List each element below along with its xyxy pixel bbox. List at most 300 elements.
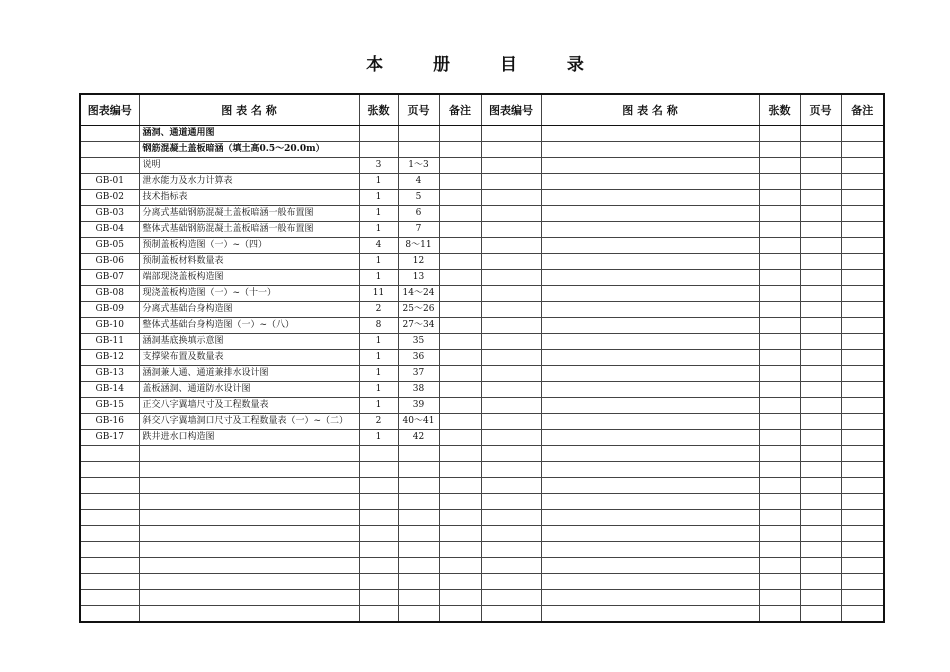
cell-name-right <box>541 446 759 462</box>
cell-name <box>139 478 359 494</box>
cell-remark-right <box>841 382 884 398</box>
cell-name: 预制盖板构造图（一）~（四） <box>139 238 359 254</box>
cell-remark-right <box>841 174 884 190</box>
cell-pages-right <box>800 510 841 526</box>
cell-code: GB-16 <box>80 414 139 430</box>
cell-code-right <box>481 238 541 254</box>
cell-remark-right <box>841 142 884 158</box>
cell-code <box>80 606 139 623</box>
cell-name <box>139 574 359 590</box>
cell-remark <box>439 606 481 623</box>
cell-pages-right <box>800 334 841 350</box>
table-row <box>80 238 884 254</box>
cell-name <box>139 462 359 478</box>
cell-remark-right <box>841 558 884 574</box>
cell-remark <box>439 574 481 590</box>
table-row <box>80 126 884 142</box>
table-row <box>80 446 884 462</box>
cell-remark <box>439 174 481 190</box>
table-row <box>80 510 884 526</box>
cell-code-right <box>481 190 541 206</box>
cell-code: GB-09 <box>80 302 139 318</box>
cell-sheets-right <box>759 558 800 574</box>
cell-sheets-right <box>759 590 800 606</box>
cell-pages-right <box>800 174 841 190</box>
cell-sheets: 1 <box>359 254 398 270</box>
cell-pages <box>398 446 439 462</box>
table-row <box>80 286 884 302</box>
cell-code-right <box>481 478 541 494</box>
cell-name-right <box>541 334 759 350</box>
cell-name: 支撑梁布置及数量表 <box>139 350 359 366</box>
cell-code <box>80 478 139 494</box>
cell-sheets-right <box>759 238 800 254</box>
cell-code-right <box>481 366 541 382</box>
cell-remark-right <box>841 270 884 286</box>
cell-remark-right <box>841 302 884 318</box>
cell-sheets: 11 <box>359 286 398 302</box>
header-sheets: 张数 <box>359 94 398 126</box>
cell-name-right <box>541 142 759 158</box>
cell-name-right <box>541 430 759 446</box>
cell-name-right <box>541 366 759 382</box>
cell-name: 预制盖板材料数量表 <box>139 254 359 270</box>
cell-sheets-right <box>759 286 800 302</box>
cell-sheets: 1 <box>359 350 398 366</box>
cell-remark-right <box>841 190 884 206</box>
cell-remark-right <box>841 414 884 430</box>
cell-pages: 38 <box>398 382 439 398</box>
cell-remark <box>439 286 481 302</box>
cell-sheets <box>359 542 398 558</box>
cell-name-right <box>541 398 759 414</box>
cell-sheets: 1 <box>359 206 398 222</box>
cell-remark-right <box>841 126 884 142</box>
cell-code <box>80 558 139 574</box>
cell-code <box>80 542 139 558</box>
cell-name: 斜交八字翼墙洞口尺寸及工程数量表（一）~（二） <box>139 414 359 430</box>
cell-pages-right <box>800 574 841 590</box>
table-row <box>80 190 884 206</box>
cell-sheets-right <box>759 526 800 542</box>
cell-name-right <box>541 318 759 334</box>
cell-code-right <box>481 334 541 350</box>
table-row <box>80 206 884 222</box>
cell-name-right <box>541 494 759 510</box>
cell-sheets: 4 <box>359 238 398 254</box>
cell-sheets: 8 <box>359 318 398 334</box>
cell-pages: 8～11 <box>398 238 439 254</box>
cell-remark-right <box>841 318 884 334</box>
cell-name-right <box>541 190 759 206</box>
cell-code-right <box>481 606 541 623</box>
cell-name-right <box>541 462 759 478</box>
cell-code <box>80 590 139 606</box>
cell-name <box>139 526 359 542</box>
cell-name-right <box>541 270 759 286</box>
table-row <box>80 526 884 542</box>
cell-code <box>80 126 139 142</box>
cell-sheets: 1 <box>359 222 398 238</box>
table-row <box>80 590 884 606</box>
cell-name-right <box>541 558 759 574</box>
cell-sheets-right <box>759 510 800 526</box>
cell-sheets-right <box>759 366 800 382</box>
cell-code: GB-07 <box>80 270 139 286</box>
cell-sheets <box>359 126 398 142</box>
cell-remark-right <box>841 366 884 382</box>
cell-pages-right <box>800 190 841 206</box>
cell-name-right <box>541 158 759 174</box>
cell-sheets <box>359 606 398 623</box>
cell-remark-right <box>841 510 884 526</box>
cell-code: GB-04 <box>80 222 139 238</box>
cell-code-right <box>481 462 541 478</box>
cell-code-right <box>481 382 541 398</box>
cell-code-right <box>481 286 541 302</box>
cell-pages-right <box>800 382 841 398</box>
cell-pages-right <box>800 238 841 254</box>
cell-pages: 25～26 <box>398 302 439 318</box>
cell-sheets: 1 <box>359 430 398 446</box>
cell-name-right <box>541 414 759 430</box>
table-row <box>80 574 884 590</box>
cell-sheets: 1 <box>359 382 398 398</box>
table-row <box>80 158 884 174</box>
cell-pages: 7 <box>398 222 439 238</box>
cell-name: 技术指标表 <box>139 190 359 206</box>
cell-remark <box>439 478 481 494</box>
cell-remark <box>439 430 481 446</box>
cell-pages: 13 <box>398 270 439 286</box>
cell-code: GB-13 <box>80 366 139 382</box>
cell-sheets-right <box>759 334 800 350</box>
cell-code: GB-06 <box>80 254 139 270</box>
cell-pages-right <box>800 430 841 446</box>
cell-sheets-right <box>759 350 800 366</box>
cell-pages: 4 <box>398 174 439 190</box>
cell-code <box>80 462 139 478</box>
cell-name: 泄水能力及水力计算表 <box>139 174 359 190</box>
cell-remark <box>439 142 481 158</box>
header-code: 图表编号 <box>80 94 139 126</box>
cell-code-right <box>481 254 541 270</box>
cell-sheets-right <box>759 318 800 334</box>
cell-name <box>139 494 359 510</box>
cell-pages <box>398 510 439 526</box>
cell-name: 钢筋混凝土盖板暗涵（填土高0.5～20.0m） <box>139 142 359 158</box>
page-title: 本 册 目 录 <box>366 55 606 75</box>
cell-code: GB-01 <box>80 174 139 190</box>
cell-remark <box>439 446 481 462</box>
cell-sheets <box>359 574 398 590</box>
cell-remark-right <box>841 222 884 238</box>
cell-name <box>139 606 359 623</box>
cell-name: 现浇盖板构造图（一）~（十一） <box>139 286 359 302</box>
cell-sheets <box>359 462 398 478</box>
table-row <box>80 254 884 270</box>
cell-remark-right <box>841 430 884 446</box>
cell-code <box>80 494 139 510</box>
cell-code <box>80 510 139 526</box>
cell-pages: 6 <box>398 206 439 222</box>
cell-remark <box>439 190 481 206</box>
cell-name-right <box>541 382 759 398</box>
cell-pages: 39 <box>398 398 439 414</box>
cell-remark <box>439 334 481 350</box>
cell-sheets <box>359 526 398 542</box>
cell-sheets-right <box>759 270 800 286</box>
cell-sheets: 1 <box>359 334 398 350</box>
table-row <box>80 398 884 414</box>
cell-sheets: 1 <box>359 174 398 190</box>
cell-remark <box>439 526 481 542</box>
cell-remark-right <box>841 590 884 606</box>
header-name: 图 表 名 称 <box>139 94 359 126</box>
cell-code: GB-05 <box>80 238 139 254</box>
cell-code: GB-02 <box>80 190 139 206</box>
cell-name-right <box>541 174 759 190</box>
cell-name <box>139 590 359 606</box>
cell-name: 盖板涵洞、通道防水设计图 <box>139 382 359 398</box>
header-pages: 页号 <box>398 94 439 126</box>
cell-code-right <box>481 494 541 510</box>
cell-remark <box>439 590 481 606</box>
cell-pages <box>398 558 439 574</box>
cell-remark <box>439 382 481 398</box>
cell-pages: 12 <box>398 254 439 270</box>
cell-code: GB-17 <box>80 430 139 446</box>
cell-pages-right <box>800 462 841 478</box>
cell-remark <box>439 414 481 430</box>
cell-name-right <box>541 510 759 526</box>
cell-pages-right <box>800 542 841 558</box>
cell-pages-right <box>800 286 841 302</box>
cell-name-right <box>541 302 759 318</box>
cell-name-right <box>541 574 759 590</box>
cell-pages: 40～41 <box>398 414 439 430</box>
header-pages-right: 页号 <box>800 94 841 126</box>
cell-remark-right <box>841 494 884 510</box>
cell-pages-right <box>800 222 841 238</box>
cell-pages-right <box>800 414 841 430</box>
cell-pages: 27～34 <box>398 318 439 334</box>
cell-pages <box>398 126 439 142</box>
cell-code-right <box>481 126 541 142</box>
cell-sheets: 2 <box>359 302 398 318</box>
cell-remark-right <box>841 446 884 462</box>
cell-sheets <box>359 478 398 494</box>
cell-name-right <box>541 206 759 222</box>
cell-remark <box>439 558 481 574</box>
header-row <box>80 94 884 126</box>
cell-remark <box>439 542 481 558</box>
cell-sheets-right <box>759 574 800 590</box>
cell-remark <box>439 126 481 142</box>
cell-remark <box>439 238 481 254</box>
cell-remark-right <box>841 526 884 542</box>
cell-pages-right <box>800 606 841 623</box>
cell-remark <box>439 462 481 478</box>
cell-remark <box>439 222 481 238</box>
cell-code-right <box>481 542 541 558</box>
table-row <box>80 318 884 334</box>
cell-pages-right <box>800 446 841 462</box>
table-row <box>80 414 884 430</box>
cell-code-right <box>481 206 541 222</box>
cell-name: 涵洞兼人通、通道兼排水设计图 <box>139 366 359 382</box>
cell-code <box>80 142 139 158</box>
cell-pages <box>398 590 439 606</box>
cell-sheets-right <box>759 190 800 206</box>
cell-code-right <box>481 414 541 430</box>
cell-code-right <box>481 222 541 238</box>
cell-name: 整体式基础台身构造图（一）~（八） <box>139 318 359 334</box>
cell-remark-right <box>841 254 884 270</box>
table-row <box>80 478 884 494</box>
cell-pages-right <box>800 590 841 606</box>
cell-code-right <box>481 350 541 366</box>
table-row <box>80 494 884 510</box>
table-row <box>80 222 884 238</box>
cell-sheets-right <box>759 462 800 478</box>
cell-sheets: 1 <box>359 270 398 286</box>
cell-code-right <box>481 430 541 446</box>
cell-pages <box>398 606 439 623</box>
cell-code-right <box>481 558 541 574</box>
cell-pages-right <box>800 526 841 542</box>
cell-pages: 36 <box>398 350 439 366</box>
cell-sheets <box>359 590 398 606</box>
cell-pages: 14～24 <box>398 286 439 302</box>
cell-remark <box>439 350 481 366</box>
cell-remark <box>439 398 481 414</box>
cell-pages: 5 <box>398 190 439 206</box>
cell-pages-right <box>800 398 841 414</box>
cell-remark-right <box>841 334 884 350</box>
cell-name-right <box>541 222 759 238</box>
header-remark-right: 备注 <box>841 94 884 126</box>
cell-sheets-right <box>759 126 800 142</box>
cell-code-right <box>481 318 541 334</box>
cell-code: GB-14 <box>80 382 139 398</box>
cell-sheets: 3 <box>359 158 398 174</box>
cell-sheets: 1 <box>359 366 398 382</box>
cell-sheets-right <box>759 430 800 446</box>
cell-name-right <box>541 478 759 494</box>
cell-remark <box>439 318 481 334</box>
cell-code: GB-12 <box>80 350 139 366</box>
cell-name-right <box>541 126 759 142</box>
table-row <box>80 430 884 446</box>
cell-pages: 37 <box>398 366 439 382</box>
cell-name-right <box>541 254 759 270</box>
table-row <box>80 366 884 382</box>
cell-pages <box>398 542 439 558</box>
cell-sheets-right <box>759 542 800 558</box>
cell-pages-right <box>800 350 841 366</box>
cell-remark-right <box>841 206 884 222</box>
contents-table <box>79 93 885 623</box>
cell-code <box>80 574 139 590</box>
cell-pages <box>398 526 439 542</box>
cell-name: 涵洞基底换填示意图 <box>139 334 359 350</box>
cell-pages: 35 <box>398 334 439 350</box>
cell-sheets-right <box>759 414 800 430</box>
cell-sheets <box>359 446 398 462</box>
cell-sheets-right <box>759 142 800 158</box>
cell-remark-right <box>841 158 884 174</box>
cell-sheets-right <box>759 206 800 222</box>
table-row <box>80 606 884 623</box>
cell-pages-right <box>800 126 841 142</box>
cell-name-right <box>541 590 759 606</box>
cell-sheets: 1 <box>359 190 398 206</box>
table-row <box>80 382 884 398</box>
cell-pages-right <box>800 478 841 494</box>
cell-remark-right <box>841 574 884 590</box>
table-row <box>80 174 884 190</box>
cell-name-right <box>541 286 759 302</box>
cell-pages: 42 <box>398 430 439 446</box>
cell-sheets-right <box>759 158 800 174</box>
table-row <box>80 558 884 574</box>
cell-name-right <box>541 606 759 623</box>
cell-name-right <box>541 526 759 542</box>
cell-code <box>80 158 139 174</box>
header-name-right: 图 表 名 称 <box>541 94 759 126</box>
cell-sheets-right <box>759 254 800 270</box>
cell-name <box>139 510 359 526</box>
cell-name: 涵洞、通道通用图 <box>139 126 359 142</box>
cell-pages-right <box>800 318 841 334</box>
cell-code-right <box>481 526 541 542</box>
cell-remark <box>439 494 481 510</box>
cell-pages-right <box>800 254 841 270</box>
cell-name <box>139 542 359 558</box>
table-row <box>80 350 884 366</box>
table-row <box>80 302 884 318</box>
cell-pages: 1～3 <box>398 158 439 174</box>
cell-remark-right <box>841 398 884 414</box>
cell-name: 分离式基础钢筋混凝土盖板暗涵一般布置图 <box>139 206 359 222</box>
cell-code-right <box>481 142 541 158</box>
table-row <box>80 270 884 286</box>
header-sheets-right: 张数 <box>759 94 800 126</box>
cell-name: 端部现浇盖板构造图 <box>139 270 359 286</box>
cell-sheets-right <box>759 174 800 190</box>
header-code-right: 图表编号 <box>481 94 541 126</box>
cell-code: GB-08 <box>80 286 139 302</box>
cell-pages <box>398 494 439 510</box>
cell-sheets <box>359 558 398 574</box>
cell-code-right <box>481 590 541 606</box>
cell-sheets-right <box>759 606 800 623</box>
cell-pages-right <box>800 142 841 158</box>
cell-code-right <box>481 574 541 590</box>
cell-code <box>80 526 139 542</box>
cell-name: 说明 <box>139 158 359 174</box>
cell-code-right <box>481 174 541 190</box>
cell-name <box>139 446 359 462</box>
cell-code-right <box>481 270 541 286</box>
cell-pages-right <box>800 158 841 174</box>
table-row <box>80 334 884 350</box>
cell-code <box>80 446 139 462</box>
cell-code: GB-15 <box>80 398 139 414</box>
cell-code-right <box>481 398 541 414</box>
cell-remark-right <box>841 478 884 494</box>
